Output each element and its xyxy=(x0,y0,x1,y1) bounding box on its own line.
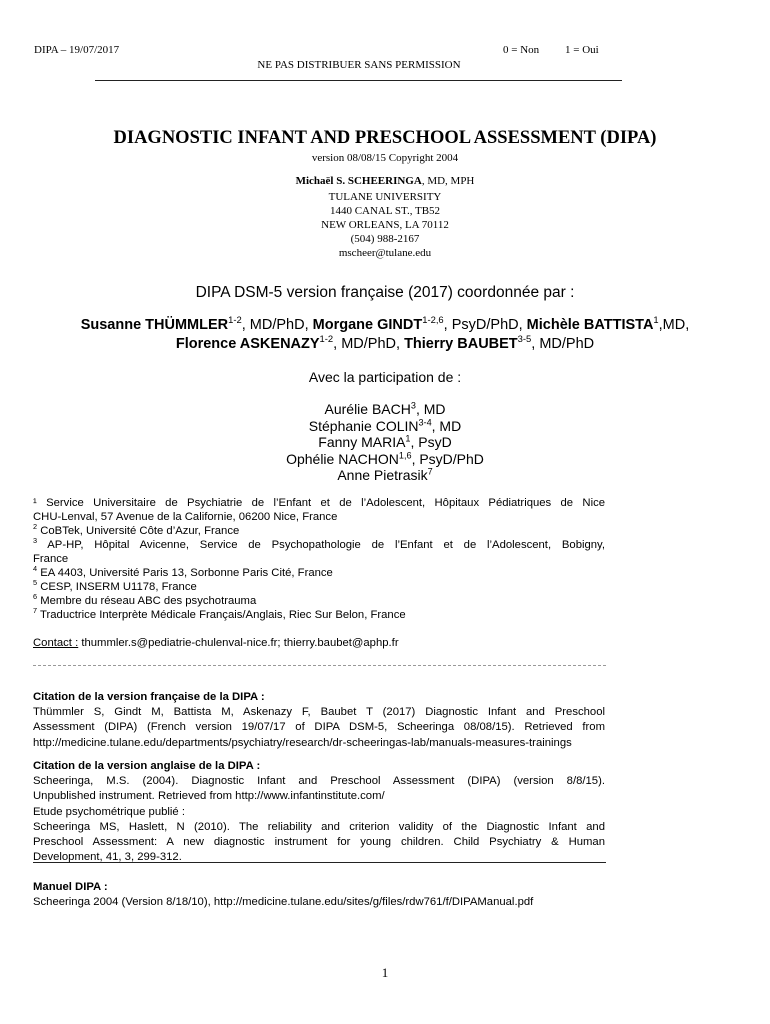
contact-emails[interactable]: thummler.s@pediatrie-chulenval-nice.fr; thierry.baubet@aphp.fr xyxy=(78,637,399,649)
citation-english xyxy=(33,759,605,865)
participant-name: Ophélie NACHON xyxy=(286,451,399,467)
citation-french-text: Thümmler S, Gindt M, Battista M, Askenazy F, Baubet T (2017) Diagnostic Infant and Preschool xyxy=(33,706,605,719)
footnote-mark: 6 xyxy=(33,592,38,602)
participation-label: Avec la participation de : xyxy=(308,369,462,385)
author-email: mscheer@tulane.edu xyxy=(338,247,432,259)
participant xyxy=(0,434,770,451)
participant-credentials: , MD xyxy=(415,401,446,417)
author-line xyxy=(0,173,770,189)
participant xyxy=(0,451,770,468)
author-street: 1440 CANAL ST., TB52 xyxy=(329,205,441,217)
footnote xyxy=(33,538,605,552)
coordinator-affiliation: 1-2 xyxy=(319,333,334,345)
footnote xyxy=(33,608,605,622)
author-phone: (504) 988-2167 xyxy=(350,233,420,245)
header-date: DIPA – 19/07/2017 xyxy=(34,44,120,56)
citation-english-text: Preschool Assessment: A new diagnostic instrument for young children. Child Psychiatry & Human xyxy=(33,836,605,849)
footnote-continuation: France xyxy=(33,553,69,565)
citation-rule xyxy=(33,862,606,863)
participant-affiliation: 7 xyxy=(427,466,433,477)
coordinator-name: Florence ASKENAZY xyxy=(175,336,320,352)
coordinator-affiliation: 1-2 xyxy=(228,314,242,326)
code-yes-label: 1 = Oui xyxy=(565,44,599,56)
footnote-mark: 2 xyxy=(33,522,38,532)
code-no-label: 0 = Non xyxy=(503,44,540,56)
participant xyxy=(0,418,770,435)
footnote xyxy=(33,580,605,594)
section-divider xyxy=(33,665,606,666)
participant-credentials: , PsyD/PhD xyxy=(411,451,484,467)
footnote-text: Traductrice Interprète Médicale Français/Anglais, Riec Sur Belon, France xyxy=(40,609,406,621)
citation-english-heading: Citation de la version anglaise de la DIPA : xyxy=(33,760,261,772)
coordinator-credentials: , MD/PhD xyxy=(531,336,595,352)
citation-french-text: Assessment (DIPA) (French version 19/07/17 of DIPA DSM-5, Scheeringa 08/08/15). Retrieved from xyxy=(33,721,605,734)
participant-name: Aurélie BACH xyxy=(324,401,411,417)
participant-affiliation: 3-4 xyxy=(418,417,432,428)
coordinator-name: Susanne THÜMMLER xyxy=(80,317,229,333)
coordinator-credentials: ,MD, xyxy=(658,317,690,333)
participant-affiliation: 1 xyxy=(405,433,411,444)
coordinator-credentials: , MD/PhD, xyxy=(333,336,405,352)
footnote-text: EA 4403, Université Paris 13, Sorbonne Paris Cité, France xyxy=(40,567,333,579)
footnote xyxy=(33,566,605,580)
footnote-text: CESP, INSERM U1178, France xyxy=(40,581,197,593)
author-credentials: , MD, MPH xyxy=(421,175,475,187)
participant-credentials: , MD xyxy=(431,418,462,434)
citation-french-url[interactable]: http://medicine.tulane.edu/departments/psychiatry/research/dr-scheeringas-lab/manuals-measures-trainings xyxy=(33,736,572,749)
coordinator-credentials: , PsyD/PhD, xyxy=(443,317,527,333)
page-number: 1 xyxy=(381,965,389,980)
footnote-mark: 3 xyxy=(33,536,38,546)
coordinator-affiliation: 3-5 xyxy=(517,333,532,345)
footnote-mark: 7 xyxy=(33,606,38,616)
coordinator-name: Michèle BATTISTA xyxy=(526,317,654,333)
footnote-continuation: CHU-Lenval, 57 Avenue de la Californie, 06200 Nice, France xyxy=(33,511,338,523)
citation-english-text: Unpublished instrument. Retrieved from http://www.infantinstitute.com/ xyxy=(33,790,385,803)
footnote-text: CoBTek, Université Côte d’Azur, France xyxy=(40,525,240,537)
footnote xyxy=(33,524,605,538)
version-line: version 08/08/15 Copyright 2004 xyxy=(311,152,459,164)
coordinator-credentials: , MD/PhD, xyxy=(241,317,313,333)
distribution-notice: NE PAS DISTRIBUER SANS PERMISSION xyxy=(257,59,461,71)
psychometric-study-label: Etude psychométrique publié : xyxy=(33,805,185,818)
participant xyxy=(0,401,770,418)
participant xyxy=(0,467,770,484)
footnote-text: Membre du réseau ABC des psychotrauma xyxy=(40,595,257,607)
manual-heading: Manuel DIPA : xyxy=(33,881,108,893)
footnote-mark: ¹ xyxy=(33,497,37,509)
footnote xyxy=(33,496,605,510)
citation-english-text: Development, 41, 3, 299-312. xyxy=(33,851,182,864)
citation-english-text: Scheeringa MS, Haslett, N (2010). The reliability and criterion validity of the Diagnostic Infant and xyxy=(33,820,605,833)
coordination-line: DIPA DSM-5 version française (2017) coordonnée par : xyxy=(195,284,575,301)
author-university: TULANE UNIVERSITY xyxy=(328,191,442,203)
participant-affiliation: 3 xyxy=(410,400,416,411)
participant-name: Anne Pietrasik xyxy=(337,467,428,483)
coordinators-line-2 xyxy=(0,335,770,354)
participant-name: Fanny MARIA xyxy=(318,434,406,450)
author-city: NEW ORLEANS, LA 70112 xyxy=(321,219,449,231)
citation-english-text: Scheeringa, M.S. (2004). Diagnostic Infant and Preschool Assessment (DIPA) (version 8/8/15). xyxy=(33,775,605,788)
citation-french xyxy=(33,690,605,751)
coordinator-affiliation: 1-2,6 xyxy=(422,314,444,326)
coordinator-name: Thierry BAUBET xyxy=(404,336,518,352)
footnote xyxy=(33,594,605,608)
coordinators-line-1 xyxy=(0,316,770,335)
participant-credentials: , PsyD xyxy=(410,434,452,450)
footnote-text: Service Universitaire de Psychiatrie de l’Enfant et de l’Adolescent, Hôpitaux Pédiatriques de Nice xyxy=(46,497,606,509)
contact-line xyxy=(33,637,399,649)
coordinator-name: Morgane GINDT xyxy=(312,317,423,333)
coordinator-affiliation: 1 xyxy=(653,314,659,326)
manual-reference[interactable]: Scheeringa 2004 (Version 8/18/10), http://medicine.tulane.edu/sites/g/files/rdw761/f/DIPAManual.pdf xyxy=(33,896,534,909)
affiliation-footnotes xyxy=(33,496,605,622)
footnote-mark: 4 xyxy=(33,564,38,574)
footnote-mark: 5 xyxy=(33,578,38,588)
participant-affiliation: 1,6 xyxy=(398,450,412,461)
document-title: DIAGNOSTIC INFANT AND PRESCHOOL ASSESSMENT (DIPA) xyxy=(113,128,657,148)
contact-label: Contact : xyxy=(33,637,79,649)
footnote-text: AP-HP, Hôpital Avicenne, Service de Psychopathologie de l’Enfant et de l’Adolescent, Bobigny, xyxy=(47,539,606,551)
author-name: Michaël S. SCHEERINGA xyxy=(295,175,422,187)
header-rule xyxy=(95,80,622,81)
citation-french-heading: Citation de la version française de la DIPA : xyxy=(33,691,265,703)
manual-section xyxy=(33,880,605,910)
participant-name: Stéphanie COLIN xyxy=(308,418,419,434)
